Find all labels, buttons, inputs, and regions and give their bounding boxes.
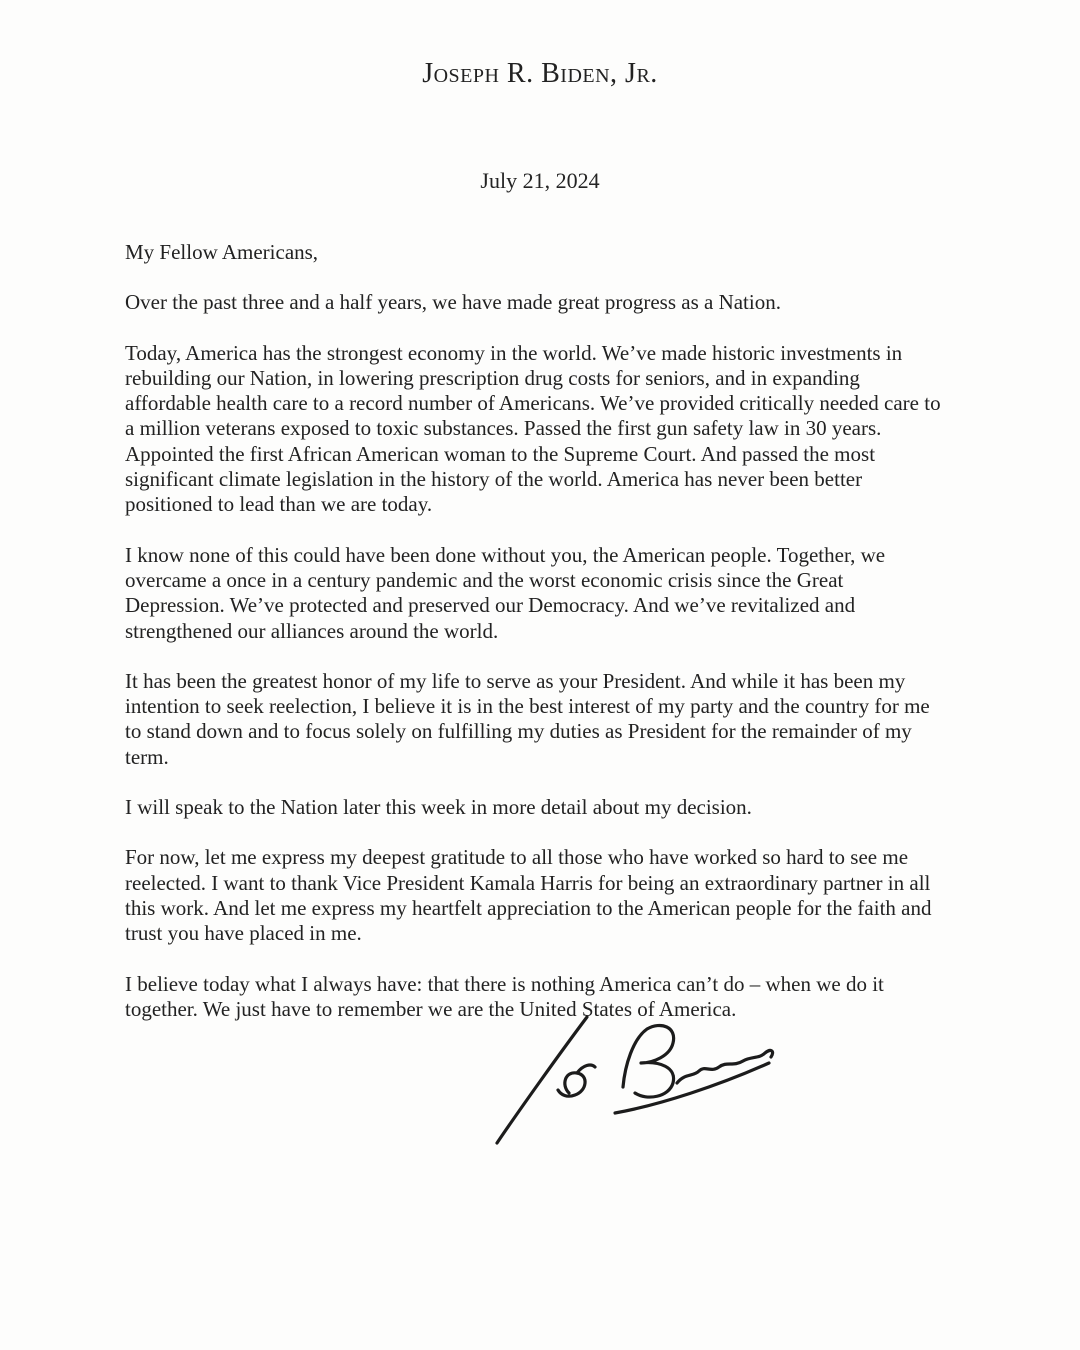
- salutation: My Fellow Americans,: [125, 240, 319, 264]
- paragraph-3: I know none of this could have been done without you, the American people. Together, we overcame a once in a century pandemic and the worst economic crisis since the Great Depression. We’ve protected and preserved our Democracy. And we’ve revitalized and strengthened our alliances around the world.: [125, 542, 886, 643]
- paragraph-7: I believe today what I always have: that there is nothing America can’t do – when we do it together. We just have to remember we are the United States of America.: [125, 971, 884, 1021]
- paragraph-1: Over the past three and a half years, we have made great progress as a Nation.: [125, 290, 781, 315]
- letter-date: July 21, 2024: [480, 168, 600, 193]
- signature-ink: [465, 1005, 805, 1155]
- letter-body: [125, 240, 943, 1047]
- letterhead-name: Joseph R. Biden, Jr.: [422, 58, 658, 89]
- paragraph-2: Today, America has the strongest economy in the world. We’ve made historic investments in rebuilding our Nation, in lowering prescription drug costs for seniors, and in expanding affordable health care to a record number of Americans. We’ve provided critically needed care to a million veterans exposed to toxic substances. Passed the first gun safety law in 30 years. Appointed the first African American woman to the Supreme Court. And passed the most significant climate legislation in the history of the world. America has never been better positioned to lead than we are today.: [125, 340, 941, 517]
- paragraph-6: For now, let me express my deepest gratitude to all those who have worked so hard to see me reelected. I want to thank Vice President Kamala Harris for being an extraordinary partner in all this work. And let me express my heartfelt appreciation to the American people for the faith and trust you have placed in me.: [125, 845, 932, 946]
- signature: [465, 1005, 805, 1155]
- paragraph-4: It has been the greatest honor of my life to serve as your President. And while it has been my intention to seek reelection, I believe it is in the best interest of my party and the country for me to stand down and to focus solely on fulfilling my duties as President for the remainder of my term.: [125, 668, 930, 769]
- paragraph-5: I will speak to the Nation later this week in more detail about my decision.: [125, 795, 752, 820]
